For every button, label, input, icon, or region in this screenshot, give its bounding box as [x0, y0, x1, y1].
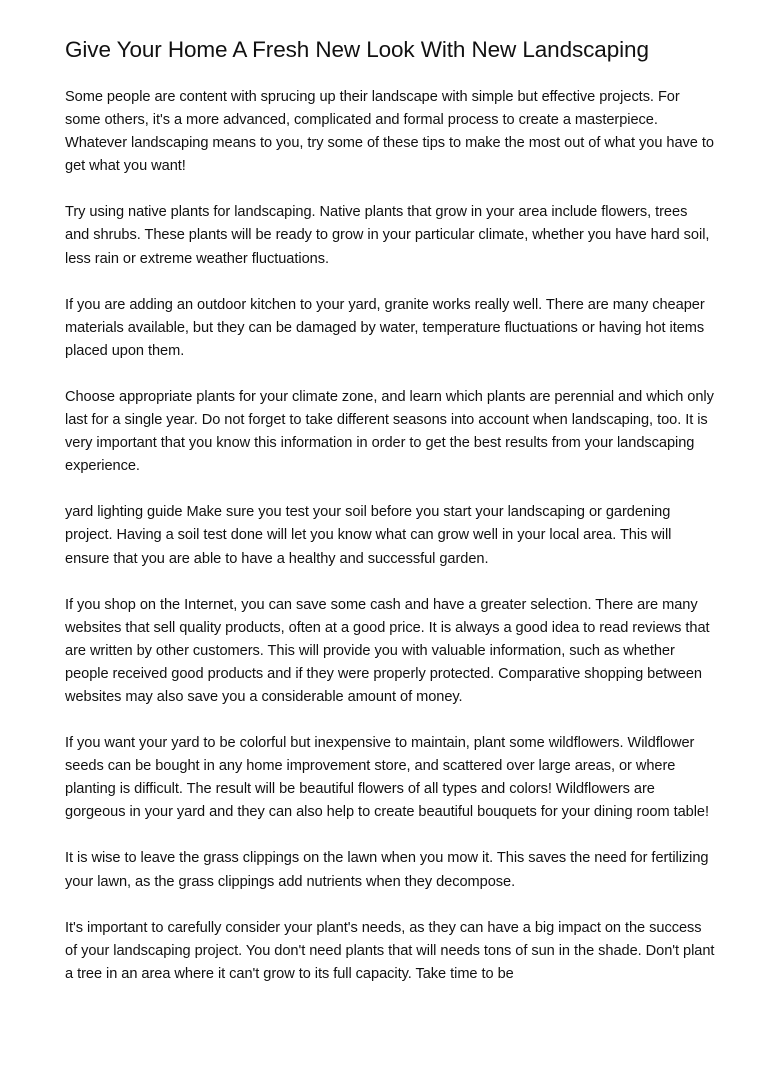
- paragraph-native-plants: Try using native plants for landscaping. Native plants that grow in your area include flowers, trees and shrubs. These plants will be ready to grow in your particular climate, whether you have hard soil, less rain or extreme weather fluctuations.: [65, 204, 710, 267]
- paragraph-shop-online: If you shop on the Internet, you can save some cash and have a greater selection. There are many websites that sell quality products, often at a good price. It is always a good idea to read reviews that are written by other customers. This will provide you with valuable information, such as whether people received good products and if they were properly protected. Comparative shopping between websites may also save you a considerable amount of money.: [65, 596, 710, 705]
- paragraph-intro: Some people are content with sprucing up their landscape with simple but effective projects. For some others, it's a more advanced, complicated and formal process to create a masterpiece. Whatever landscaping means to you, try some of these tips to make the most out of what you have to get what you want!: [65, 89, 714, 175]
- paragraph-climate-zone: Choose appropriate plants for your climate zone, and learn which plants are perennial and which only last for a single year. Do not forget to take different seasons into account when landscaping, too. It is very important that you know this information in order to get the best results from your landscaping experience.: [65, 388, 714, 475]
- paragraph-wildflowers: If you want your yard to be colorful but inexpensive to maintain, plant some wildflowers. Wildflower seeds can be bought in any home improvement store, and scattered over large areas, or where planting is difficult. The result will be beautiful flowers of all types and colors! Wildflowers are gorgeous in your yard and they can also help to create beautiful bouquets for your dining room table!: [65, 735, 709, 821]
- paragraph-outdoor-kitchen: If you are adding an outdoor kitchen to your yard, granite works really well. There are many cheaper materials available, but they can be damaged by water, temperature fluctuations or having hot items placed upon them.: [65, 296, 705, 359]
- paragraph-soil-test: yard lighting guide Make sure you test your soil before you start your landscaping or gardening project. Having a soil test done will let you know what can grow well in your local area. This will ensure that you are able to have a healthy and successful garden.: [65, 504, 672, 567]
- page-title: Give Your Home A Fresh New Look With New Landscaping: [65, 37, 649, 62]
- paragraph-plant-needs: It's important to carefully consider your plant's needs, as they can have a big impact on the success of your landscaping project. You don't need plants that will needs tons of sun in the shade. Don't plant a tree in an area where it can't grow to its full capacity. Take time to be: [65, 919, 715, 982]
- paragraph-grass-clippings: It is wise to leave the grass clippings on the lawn when you mow it. This saves the need for fertilizing your lawn, as the grass clippings add nutrients when they decompose.: [65, 850, 709, 890]
- document-page: [65, 36, 715, 1009]
